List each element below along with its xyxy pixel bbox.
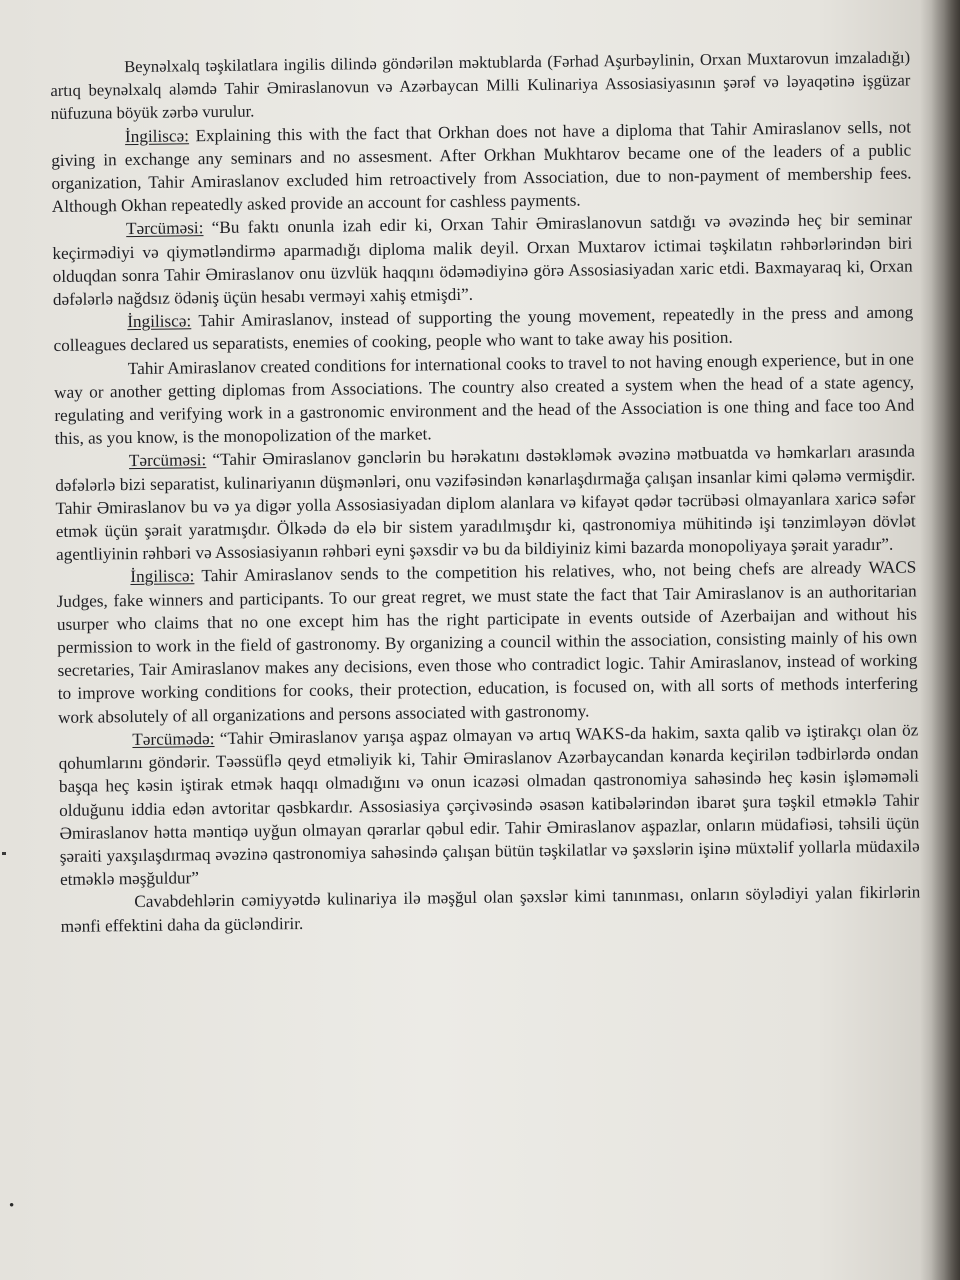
paragraph-label: İngiliscə: bbox=[127, 311, 192, 332]
paragraph-text: “Bu faktı onunla izah edir ki, Orxan Tahir Əmiraslanovun satdığı və əvəzində heç bir seminar keçirmədiyi və qiymətləndirmə aparmadığı diploma malik deyil. Orxan Muxtarov ictimai təşkilatın rəhbərlərindən biri olduqdan sonra Tahir Əmiraslanov onu üzvlük haqqını ödəmədiyinə görə Assosiasiyadan xaric etdi. Baxmayaraq ki, Orxan dəfələrlə nağdsız ödəniş üçün hesabı verməyi xahiş etmişdi”. bbox=[52, 209, 913, 310]
paragraph-text: Explaining this with the fact that Orkhan does not have a diploma that Tahir Amiraslanov sells, not giving in exchange any seminars and no assesment. After Orkhan Mukhtarov became one of the leaders of a public organization, Tahir Amiraslanov excluded him retroactively from Association, due to non-payment of membership fees. Although Okhan repeatedly asked provide an account for cashless payments. bbox=[51, 117, 912, 217]
intro-paragraph: Beynəlxalq təşkilatlara ingilis dilində göndərilən məktublarda (Fərhad Aşurbəylinin, Orxan Muxtarovun imzaladığı) artıq beynəlxalq aləmdə Tahir Əmiraslanovun və Azərbaycan Milli Kulinariya Assosiasiyasının şərəf və ləyaqətinə işgüzar nüfuzuna böyük zərbə vurulur. bbox=[50, 47, 911, 124]
paragraph-english-1 bbox=[51, 115, 912, 218]
margin-tick bbox=[2, 852, 6, 855]
paragraph-text: “Tahir Əmiraslanov yarışa aşpaz olmayan və artıq WAKS-da hakim, saxta qalib və iştirakçı olan öz qohumlarını göndərir. Təəssüflə qeyd etməliyik ki, Tahir Əmiraslanov Azərbaycandan kənarda keçirilən tədbirlərdə ondan başqa heç kəsin iştirak etmək haqqı olmadığını və onun icazəsi olmadan qastronomiya sahəsində heç kəsin işləməməli olduğunu iddia edən avtoritar qəsbkardır. Assosiasiya çərçivəsində əsasən katibələrindən ibarət şura təşkil etməklə Tahir Əmiraslanov hətta məntiqə uyğun olmayan qərarlar qəbul edir. Tahir Əmiraslanov aşpazlar, onların müdafiəsi, təhsili üçün şəraiti yaxşılaşdırmaq əvəzinə qastronomiya sahəsində çalışan bütün təşkilatlar və şəxslərin işinə müxtəlif yollarla müdaxilə etməklə məşğuldur” bbox=[58, 720, 920, 890]
page-edge-shadow bbox=[920, 0, 960, 1280]
paragraph-label: İngiliscə: bbox=[130, 566, 195, 587]
paragraph-conclusion bbox=[60, 881, 921, 938]
paragraph-text: Tahir Amiraslanov, instead of supporting the young movement, repeatedly in the press and among colleagues declared us separatists, enemies of cooking, people who want to take away his position. bbox=[53, 302, 914, 356]
paragraph-translation-2 bbox=[55, 440, 916, 567]
paragraph-translation-3 bbox=[58, 718, 920, 891]
paragraph-text: Tahir Amiraslanov created conditions for international cooks to travel to not having enough experience, but in one way or another getting diplomas from Associations. The country also created a system when the head of a state agency, regulating and verifying work in a gastronomic environment and the head of the Association is one thing and face too And this, as you know, is the monopolization of the market. bbox=[53, 349, 915, 449]
paragraph-label: Tərcümədə: bbox=[132, 728, 215, 749]
paragraph-text: Cavabdehlərin cəmiyyətdə kulinariya ilə məşğul olan şəxslər kimi tanınması, onların söylədiyi yalan fikirlərin mənfi effektini daha da gücləndirir. bbox=[60, 882, 921, 936]
margin-mark: • bbox=[9, 1198, 15, 1214]
paragraph-label: İngiliscə: bbox=[124, 125, 190, 146]
paragraph-english-2-continued bbox=[54, 347, 915, 450]
paragraph-text: Tahir Amiraslanov sends to the competition his relatives, who, not being chefs are already WACS Judges, fake winners and participants. To our great regret, we must state the fact that Tair Amiraslanov is an authoritarian usurper who claims that no one except him has the right participate in events outside of Azerbaijan and without his permission to work in the field of gastronomy. By organizing a council within the association, consisting mainly of his own secretaries, Tair Amiraslanov makes any decisions, even those who contradict logic. Tahir Amiraslanov, instead of working to improve working conditions for cooks, their protection, education, is focused on, with all sorts of methods interfering work absolutely of all organizations and persons associated with gastronomy. bbox=[56, 557, 918, 727]
paragraph-translation-1 bbox=[52, 208, 913, 311]
document-page bbox=[50, 45, 921, 937]
paragraph-text: “Tahir Əmiraslanov gənclərin bu hərəkatını dəstəkləmək əvəzinə mətbuatda və həmkarları arasında dəfələrlə bizi separatist, kulinariyanın düşmənləri, onu vəzifəsindən kənarlaşdırmağa çalışan insanlar kimi qələmə vermişdir. Tahir Əmiraslanov bu və ya digər yolla Assosiasiyadan diplom alanlara və kifayət qədər təcrübəsi olmayanlara xaricə səfər etmək üçün şərait yaratmışdır. Ölkədə də elə bir sistem yaradılmışdır ki, qastronomiya mühitində işi tənzimləyən dövlət agentliyinin rəhbəri və Assosiasiyanın rəhbəri eyni şəxsdir və bu da bildiyiniz kimi bazarda monopoliyaya şərait yaradır”. bbox=[55, 441, 916, 565]
paragraph-label: Tərcüməsi: bbox=[128, 450, 207, 471]
paragraph-english-3 bbox=[56, 556, 918, 729]
paragraph-label: Tərcüməsi: bbox=[126, 218, 204, 239]
